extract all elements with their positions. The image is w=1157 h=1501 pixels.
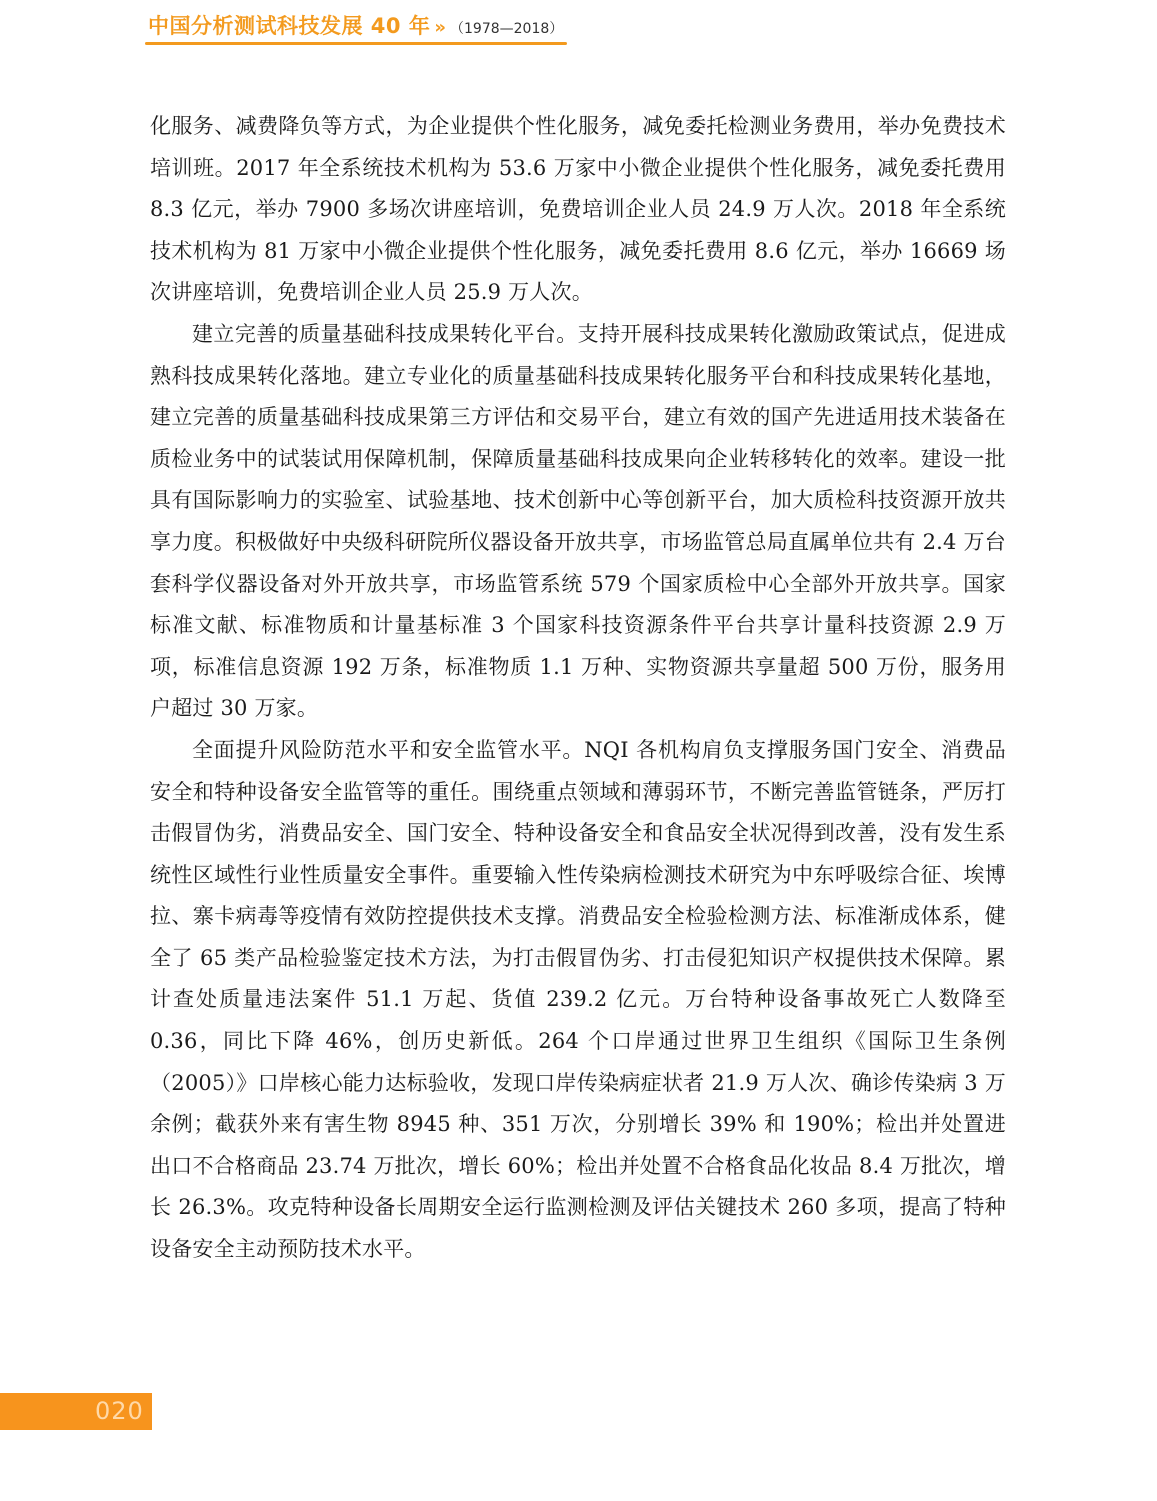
page-number: 020 bbox=[95, 1397, 144, 1425]
year-range: （1978—2018） bbox=[450, 21, 564, 37]
book-title: 中国分析测试科技发展 40 年 bbox=[148, 14, 431, 38]
running-header bbox=[148, 10, 563, 44]
header-underline bbox=[145, 42, 567, 45]
body-text bbox=[150, 106, 1006, 1271]
paragraph-tech-transfer-platform: 建立完善的质量基础科技成果转化平台。支持开展科技成果转化激励政策试点，促进成熟科技成果转化落地。建立专业化的质量基础科技成果转化服务平台和科技成果转化基地，建立完善的质量基础科技成果第三方评估和交易平台，建立有效的国产先进适用技术装备在质检业务中的试装试用保障机制，保障质量基础科技成果向企业转移转化的效率。建设一批具有国际影响力的实验室、试验基地、技术创新中心等创新平台，加大质检科技资源开放共享力度。积极做好中央级科研院所仪器设备开放共享，市场监管总局直属单位共有 2.4 万台套科学仪器设备对外开放共享，市场监管系统 579 个国家质检中心全部外开放共享。国家标准文献、标准物质和计量基标准 3 个国家科技资源条件平台共享计量科技资源 2.9 万项，标准信息资源 192 万条，标准物质 1.1 万种、实物资源共享量超 500 万份，服务用户超过 30 万家。 bbox=[150, 321, 1006, 721]
paragraph-risk-prevention: 全面提升风险防范水平和安全监管水平。NQI 各机构肩负支撑服务国门安全、消费品安全和特种设备安全监管等的重任。围绕重点领域和薄弱环节，不断完善监管链条，严厉打击假冒伪劣，消费品安全、国门安全、特种设备安全和食品安全状况得到改善，没有发生系统性区域性行业性质量安全事件。重要输入性传染病检测技术研究为中东呼吸综合征、埃博拉、寨卡病毒等疫情有效防控提供技术支撑。消费品安全检验检测方法、标准渐成体系，健全了 65 类产品检验鉴定技术方法，为打击假冒伪劣、打击侵犯知识产权提供技术保障。累计查处质量违法案件 51.1 万起、货值 239.2 亿元。万台特种设备事故死亡人数降至 0.36，同比下降 46%，创历史新低。264 个口岸通过世界卫生组织《国际卫生条例（2005）》口岸核心能力达标验收，发现口岸传染病症状者 21.9 万人次、确诊传染病 3 万余例；截获外来有害生物 8945 种、351 万次，分别增长 39% 和 190%；检出并处置进出口不合格商品 23.74 万批次，增长 60%；检出并处置不合格食品化妆品 8.4 万批次，增长 26.3%。攻克特种设备长周期安全运行监测检测及评估关键技术 260 多项，提高了特种设备安全主动预防技术水平。 bbox=[150, 737, 1006, 1262]
double-chevron-icon: » bbox=[434, 17, 446, 38]
paragraph-continuation: 化服务、减费降负等方式，为企业提供个性化服务，减免委托检测业务费用，举办免费技术培训班。2017 年全系统技术机构为 53.6 万家中小微企业提供个性化服务，减免委托费用 8.3 亿元，举办 7900 多场次讲座培训，免费培训企业人员 24.9 万人次。2018 年全系统技术机构为 81 万家中小微企业提供个性化服务，减免委托费用 8.6 亿元，举办 16669 场次讲座培训，免费培训企业人员 25.9 万人次。 bbox=[150, 114, 1006, 305]
